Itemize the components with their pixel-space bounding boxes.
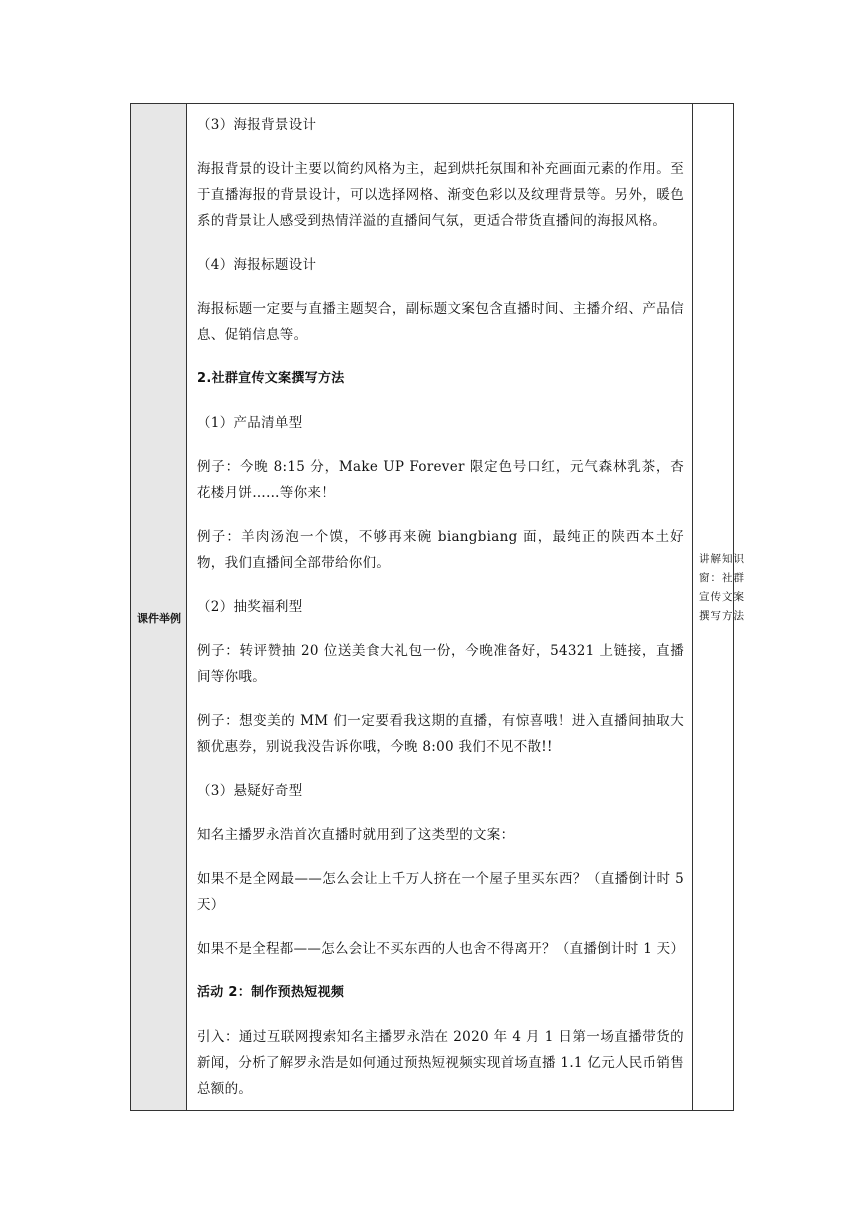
paragraph-introduction: 引入：通过互联网搜索知名主播罗永浩在 2020 年 4 月 1 日第一场直播带货的新闻，分析了解罗永浩是如何通过预热短视频实现首场直播 1.1 亿元人民币销售总额的。 — [197, 1029, 684, 1097]
paragraph-poster-title: 海报标题一定要与直播主题契合，副标题文案包含直播时间、主播介绍、产品信息、促销信息等。 — [197, 301, 684, 343]
example-lottery-2: 例子：想变美的 MM 们一定要看我这期的直播，有惊喜哦！进入直播间抽取大额优惠券，别说我没告诉你哦，今晚 8:00 我们不见不散!! — [197, 713, 684, 755]
subheading-lottery: （2）抽奖福利型 — [197, 599, 303, 615]
example-suspense-1: 如果不是全网最——怎么会让上千万人挤在一个屋子里买东西？（直播倒计时 5 天） — [197, 871, 684, 913]
paragraph-poster-background: 海报背景的设计主要以简约风格为主，起到烘托氛围和补充画面元素的作用。至于直播海报的背景设计，可以选择网格、渐变色彩以及纹理背景等。另外，暖色系的背景让人感受到热情洋溢的直播间气氛，更适合带货直播间的海报风格。 — [197, 161, 684, 229]
notes-cell — [693, 104, 745, 1110]
subheading-suspense: （3）悬疑好奇型 — [197, 783, 303, 799]
example-suspense-2: 如果不是全程都——怎么会让不买东西的人也舍不得离开？（直播倒计时 1 天） — [197, 941, 685, 957]
row-header-label: 课件举例 — [137, 612, 181, 625]
notes-text: 讲解知识窗：社群宣传文案撰写方法 — [699, 553, 745, 622]
row-header-cell — [131, 104, 187, 1110]
lesson-table — [130, 103, 745, 1111]
activity-heading: 活动 2：制作预热短视频 — [197, 985, 345, 1000]
subheading-poster-title: （4）海报标题设计 — [197, 257, 317, 273]
subheading-product-list: （1）产品清单型 — [197, 415, 303, 431]
content-cell — [187, 104, 693, 1110]
section-heading-community-copy: 2.社群宣传文案撰写方法 — [197, 371, 345, 386]
subheading-poster-background: （3）海报背景设计 — [197, 117, 317, 133]
example-product-list-1: 例子：今晚 8:15 分，Make UP Forever 限定色号口红，元气森林乳茶，杏花楼月饼……等你来！ — [197, 459, 684, 501]
example-product-list-2: 例子：羊肉汤泡一个馍，不够再来碗 biangbiang 面，最纯正的陕西本土好物，我们直播间全部带给你们。 — [197, 529, 684, 571]
example-lottery-1: 例子：转评赞抽 20 位送美食大礼包一份，今晚准备好，54321 上链接，直播间等你哦。 — [197, 643, 684, 685]
paragraph-suspense-intro: 知名主播罗永浩首次直播时就用到了这类型的文案： — [197, 827, 515, 843]
